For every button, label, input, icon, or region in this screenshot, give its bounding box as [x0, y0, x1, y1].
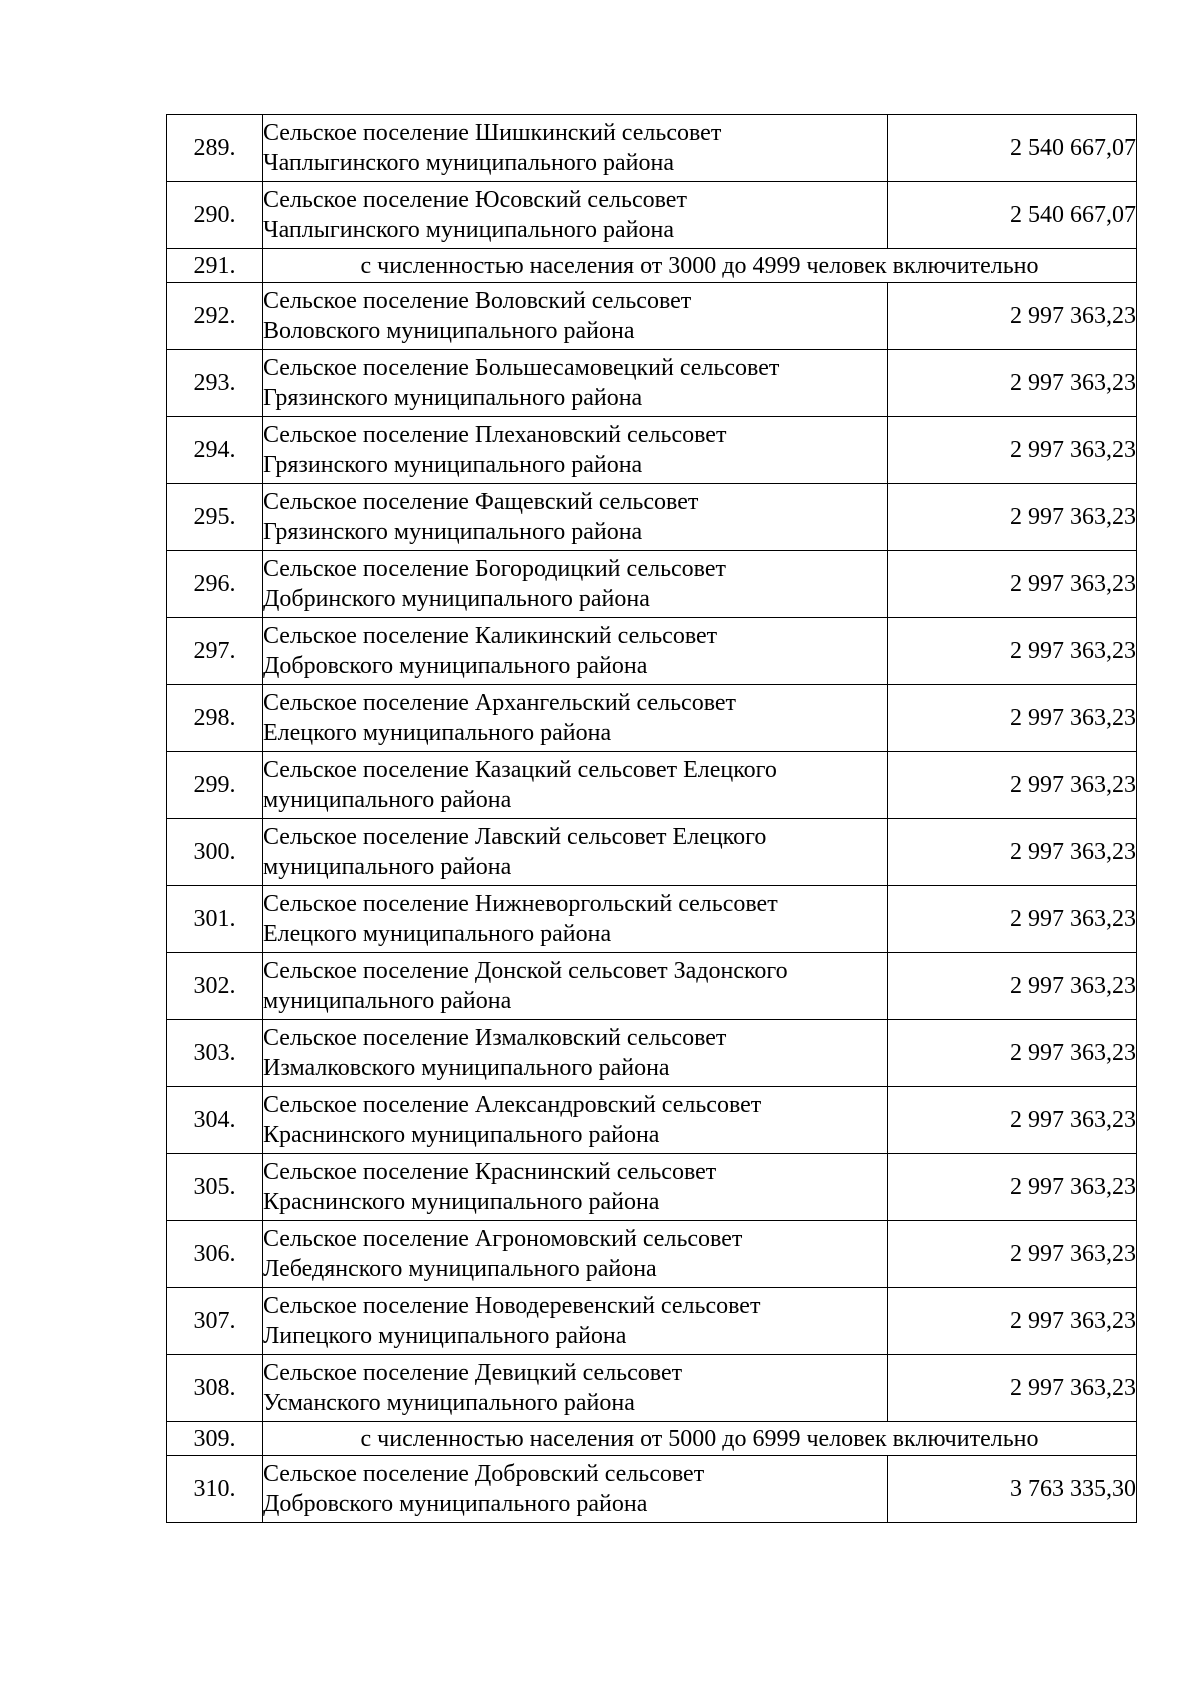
table-row — [167, 350, 1137, 417]
amount: 2 997 363,23 — [888, 819, 1137, 886]
settlement-name-line-1: Сельское поселение Воловский сельсовет — [263, 288, 692, 314]
amount: 2 997 363,23 — [888, 1221, 1137, 1288]
settlement-name-line-1: Сельское поселение Донской сельсовет Задонского — [263, 958, 788, 984]
settlement-name-line-1: Сельское поселение Александровский сельсовет — [263, 1092, 762, 1118]
amount: 2 540 667,07 — [888, 115, 1137, 182]
settlement-name — [263, 685, 888, 752]
row-number: 302. — [167, 953, 263, 1020]
settlement-name-line-1: Сельское поселение Фащевский сельсовет — [263, 489, 699, 515]
settlement-name-line-1: Сельское поселение Добровский сельсовет — [263, 1461, 705, 1487]
row-number: 292. — [167, 283, 263, 350]
settlement-name — [263, 1154, 888, 1221]
settlement-name-line-2: муниципального района — [263, 988, 512, 1014]
table-row — [167, 618, 1137, 685]
row-number: 298. — [167, 685, 263, 752]
settlement-name — [263, 752, 888, 819]
settlement-name-line-1: Сельское поселение Богородицкий сельсовет — [263, 556, 727, 582]
settlement-name — [263, 551, 888, 618]
amount: 2 997 363,23 — [888, 1020, 1137, 1087]
row-number: 299. — [167, 752, 263, 819]
row-number: 307. — [167, 1288, 263, 1355]
row-number: 309. — [167, 1422, 263, 1456]
table-row — [167, 1020, 1137, 1087]
table-row — [167, 283, 1137, 350]
settlement-name — [263, 1288, 888, 1355]
settlement-name-line-1: Сельское поселение Плехановский сельсовет — [263, 422, 727, 448]
amount: 2 997 363,23 — [888, 953, 1137, 1020]
settlement-name-line-1: Сельское поселение Архангельский сельсовет — [263, 690, 737, 716]
settlement-name-line-2: Елецкого муниципального района — [263, 720, 612, 746]
settlement-name-line-1: Сельское поселение Большесамовецкий сельсовет — [263, 355, 780, 381]
row-number: 306. — [167, 1221, 263, 1288]
settlement-name-line-2: Добровского муниципального района — [263, 653, 648, 679]
settlement-name-line-1: Сельское поселение Измалковский сельсовет — [263, 1025, 727, 1051]
settlement-name-line-2: Грязинского муниципального района — [263, 452, 643, 478]
settlement-name — [263, 953, 888, 1020]
settlement-name-line-1: Сельское поселение Каликинский сельсовет — [263, 623, 718, 649]
row-number: 295. — [167, 484, 263, 551]
row-number: 290. — [167, 182, 263, 249]
settlement-name-line-2: Лебедянского муниципального района — [263, 1256, 657, 1282]
row-number: 300. — [167, 819, 263, 886]
settlement-name-line-2: Чаплыгинского муниципального района — [263, 217, 675, 243]
table-row — [167, 182, 1137, 249]
table-body — [167, 115, 1137, 1523]
settlement-name-line-1: Сельское поселение Шишкинский сельсовет — [263, 120, 722, 146]
table-row — [167, 1154, 1137, 1221]
settlement-name — [263, 350, 888, 417]
table-row — [167, 685, 1137, 752]
settlement-name-line-1: Сельское поселение Казацкий сельсовет Елецкого — [263, 757, 777, 783]
settlement-name — [263, 886, 888, 953]
settlement-name-line-2: Грязинского муниципального района — [263, 519, 643, 545]
row-number: 294. — [167, 417, 263, 484]
settlement-name-line-1: Сельское поселение Новодеревенский сельсовет — [263, 1293, 761, 1319]
settlement-name-line-1: Сельское поселение Юсовский сельсовет — [263, 187, 687, 213]
table-row — [167, 1288, 1137, 1355]
table-row — [167, 484, 1137, 551]
amount: 2 997 363,23 — [888, 551, 1137, 618]
amount: 2 997 363,23 — [888, 1087, 1137, 1154]
settlement-name-line-2: муниципального района — [263, 854, 512, 880]
settlement-name-line-2: Усманского муниципального района — [263, 1390, 635, 1416]
settlement-name — [263, 1087, 888, 1154]
settlement-name-line-2: Грязинского муниципального района — [263, 385, 643, 411]
table-row — [167, 1355, 1137, 1422]
settlement-name — [263, 417, 888, 484]
table-row — [167, 953, 1137, 1020]
table-row — [167, 1221, 1137, 1288]
table-row — [167, 886, 1137, 953]
settlement-name — [263, 1221, 888, 1288]
table-row — [167, 1456, 1137, 1523]
settlement-name-line-1: Сельское поселение Девицкий сельсовет — [263, 1360, 683, 1386]
settlement-name-line-2: Добровского муниципального района — [263, 1491, 648, 1517]
row-number: 305. — [167, 1154, 263, 1221]
settlement-name-line-2: Добринского муниципального района — [263, 586, 650, 612]
settlement-name-line-2: Чаплыгинского муниципального района — [263, 150, 675, 176]
settlement-name — [263, 1355, 888, 1422]
row-number: 310. — [167, 1456, 263, 1523]
settlement-name — [263, 1020, 888, 1087]
row-number: 301. — [167, 886, 263, 953]
amount: 2 997 363,23 — [888, 1355, 1137, 1422]
row-number: 291. — [167, 249, 263, 283]
table-row — [167, 752, 1137, 819]
amount: 2 997 363,23 — [888, 685, 1137, 752]
settlement-name — [263, 819, 888, 886]
section-header-row — [167, 1422, 1137, 1456]
row-number: 303. — [167, 1020, 263, 1087]
settlement-name-line-1: Сельское поселение Лавский сельсовет Елецкого — [263, 824, 767, 850]
row-number: 297. — [167, 618, 263, 685]
settlement-name — [263, 484, 888, 551]
settlement-name-line-2: Липецкого муниципального района — [263, 1323, 627, 1349]
amount: 2 540 667,07 — [888, 182, 1137, 249]
settlement-name-line-2: муниципального района — [263, 787, 512, 813]
settlement-name-line-2: Краснинского муниципального района — [263, 1189, 660, 1215]
amount: 2 997 363,23 — [888, 350, 1137, 417]
settlement-name-line-2: Краснинского муниципального района — [263, 1122, 660, 1148]
settlement-name — [263, 115, 888, 182]
amount: 2 997 363,23 — [888, 1288, 1137, 1355]
amount: 2 997 363,23 — [888, 886, 1137, 953]
amount: 2 997 363,23 — [888, 752, 1137, 819]
table-row — [167, 115, 1137, 182]
settlement-name — [263, 182, 888, 249]
settlement-name — [263, 283, 888, 350]
population-group-label: с численностью населения от 3000 до 4999 человек включительно — [263, 249, 1137, 283]
table-row — [167, 551, 1137, 618]
row-number: 289. — [167, 115, 263, 182]
population-group-label: с численностью населения от 5000 до 6999 человек включительно — [263, 1422, 1137, 1456]
settlement-name-line-2: Измалковского муниципального района — [263, 1055, 670, 1081]
settlement-name-line-1: Сельское поселение Краснинский сельсовет — [263, 1159, 717, 1185]
row-number: 304. — [167, 1087, 263, 1154]
amount: 2 997 363,23 — [888, 417, 1137, 484]
settlement-name-line-2: Воловского муниципального района — [263, 318, 635, 344]
section-header-row — [167, 249, 1137, 283]
settlement-name-line-1: Сельское поселение Нижневоргольский сельсовет — [263, 891, 778, 917]
settlement-name — [263, 1456, 888, 1523]
table-row — [167, 1087, 1137, 1154]
amount: 2 997 363,23 — [888, 1154, 1137, 1221]
amount: 2 997 363,23 — [888, 618, 1137, 685]
amount: 3 763 335,30 — [888, 1456, 1137, 1523]
settlement-name — [263, 618, 888, 685]
row-number: 296. — [167, 551, 263, 618]
settlements-table — [166, 114, 1137, 1523]
amount: 2 997 363,23 — [888, 283, 1137, 350]
table-row — [167, 819, 1137, 886]
table-row — [167, 417, 1137, 484]
settlement-name-line-1: Сельское поселение Агрономовский сельсовет — [263, 1226, 743, 1252]
row-number: 308. — [167, 1355, 263, 1422]
amount: 2 997 363,23 — [888, 484, 1137, 551]
row-number: 293. — [167, 350, 263, 417]
settlement-name-line-2: Елецкого муниципального района — [263, 921, 612, 947]
